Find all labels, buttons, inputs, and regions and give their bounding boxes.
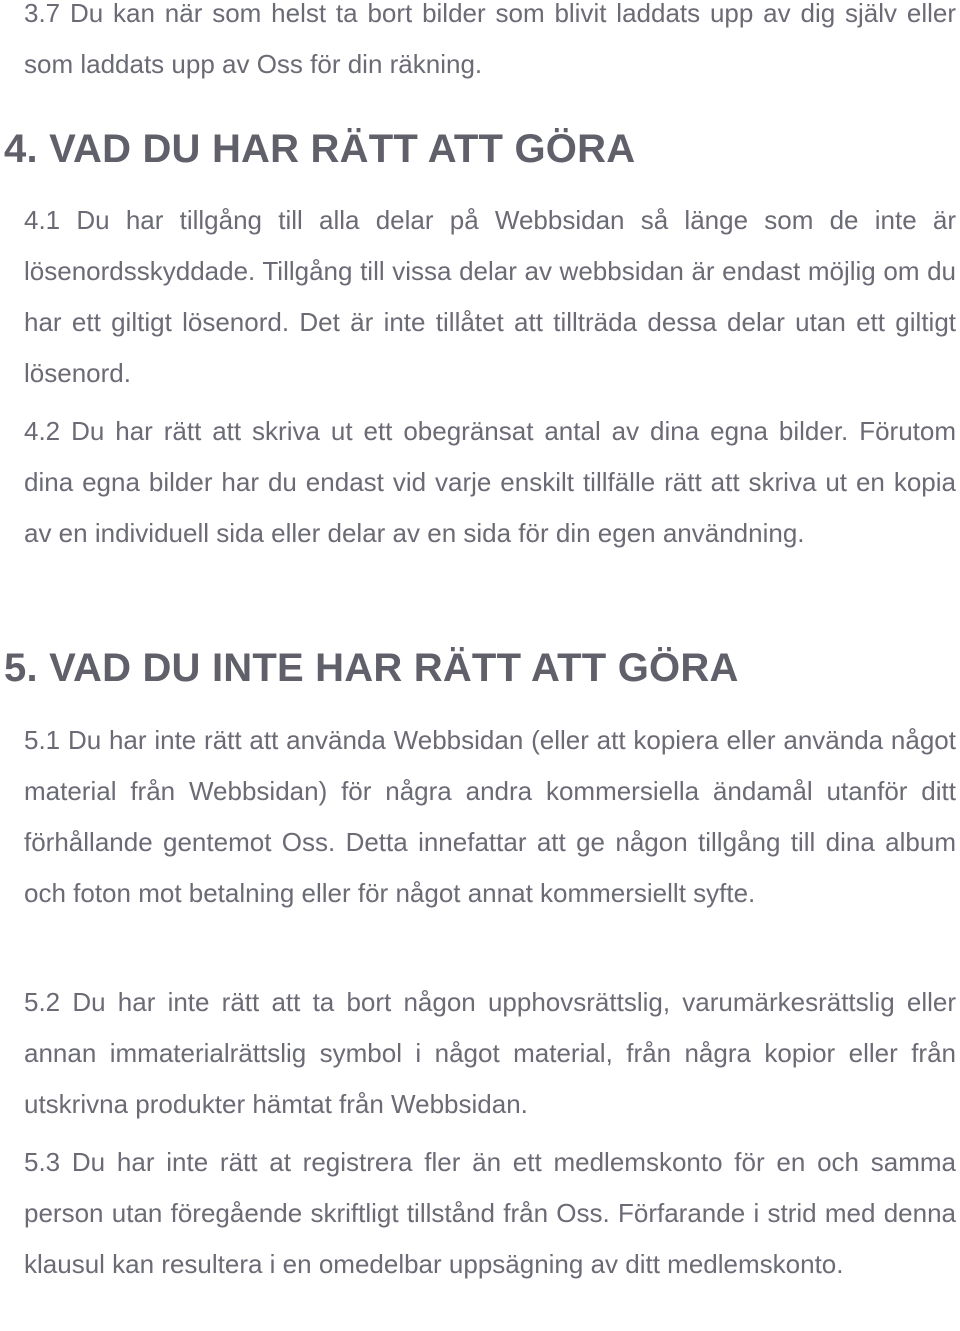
heading-section-5: 5. VAD DU INTE HAR RÄTT ATT GÖRA — [4, 646, 739, 690]
paragraph-4-2: 4.2 Du har rätt att skriva ut ett obegränsat antal av dina egna bilder. Förutom dina egna bilder har du endast vid varje enskilt tillfälle rätt att skriva ut en kopia av en individuell sida eller delar av en sida för din egen användning. — [24, 416, 956, 548]
paragraph-5-1: 5.1 Du har inte rätt att använda Webbsidan (eller att kopiera eller använda något material från Webbsidan) för några andra kommersiella ändamål utanför ditt förhållande gentemot Oss. Detta innefattar att ge någon tillgång till dina album och foton mot betalning eller för något annat kommersiellt syfte. — [24, 725, 956, 908]
paragraph-4-1: 4.1 Du har tillgång till alla delar på Webbsidan så länge som de inte är lösenordsskyddade. Tillgång till vissa delar av webbsidan är endast möjlig om du har ett giltigt lösenord. Det är inte tillåtet att tillträda dessa delar utan ett giltigt lösenord. — [24, 205, 956, 388]
heading-section-4: 4. VAD DU HAR RÄTT ATT GÖRA — [4, 127, 636, 171]
paragraph-3-7: 3.7 Du kan när som helst ta bort bilder som blivit laddats upp av dig själv eller som laddats upp av Oss för din räkning. — [24, 0, 956, 79]
paragraph-5-2: 5.2 Du har inte rätt att ta bort någon upphovsrättslig, varumärkesrättslig eller annan immaterialrättslig symbol i något material, från några kopior eller från utskrivna produkter hämtat från Webbsidan. — [24, 987, 956, 1119]
paragraph-5-3: 5.3 Du har inte rätt at registrera fler än ett medlemskonto för en och samma person utan föregående skriftligt tillstånd från Oss. Förfarande i strid med denna klausul kan resultera i en omedelbar uppsägning av ditt medlemskonto. — [24, 1147, 956, 1279]
